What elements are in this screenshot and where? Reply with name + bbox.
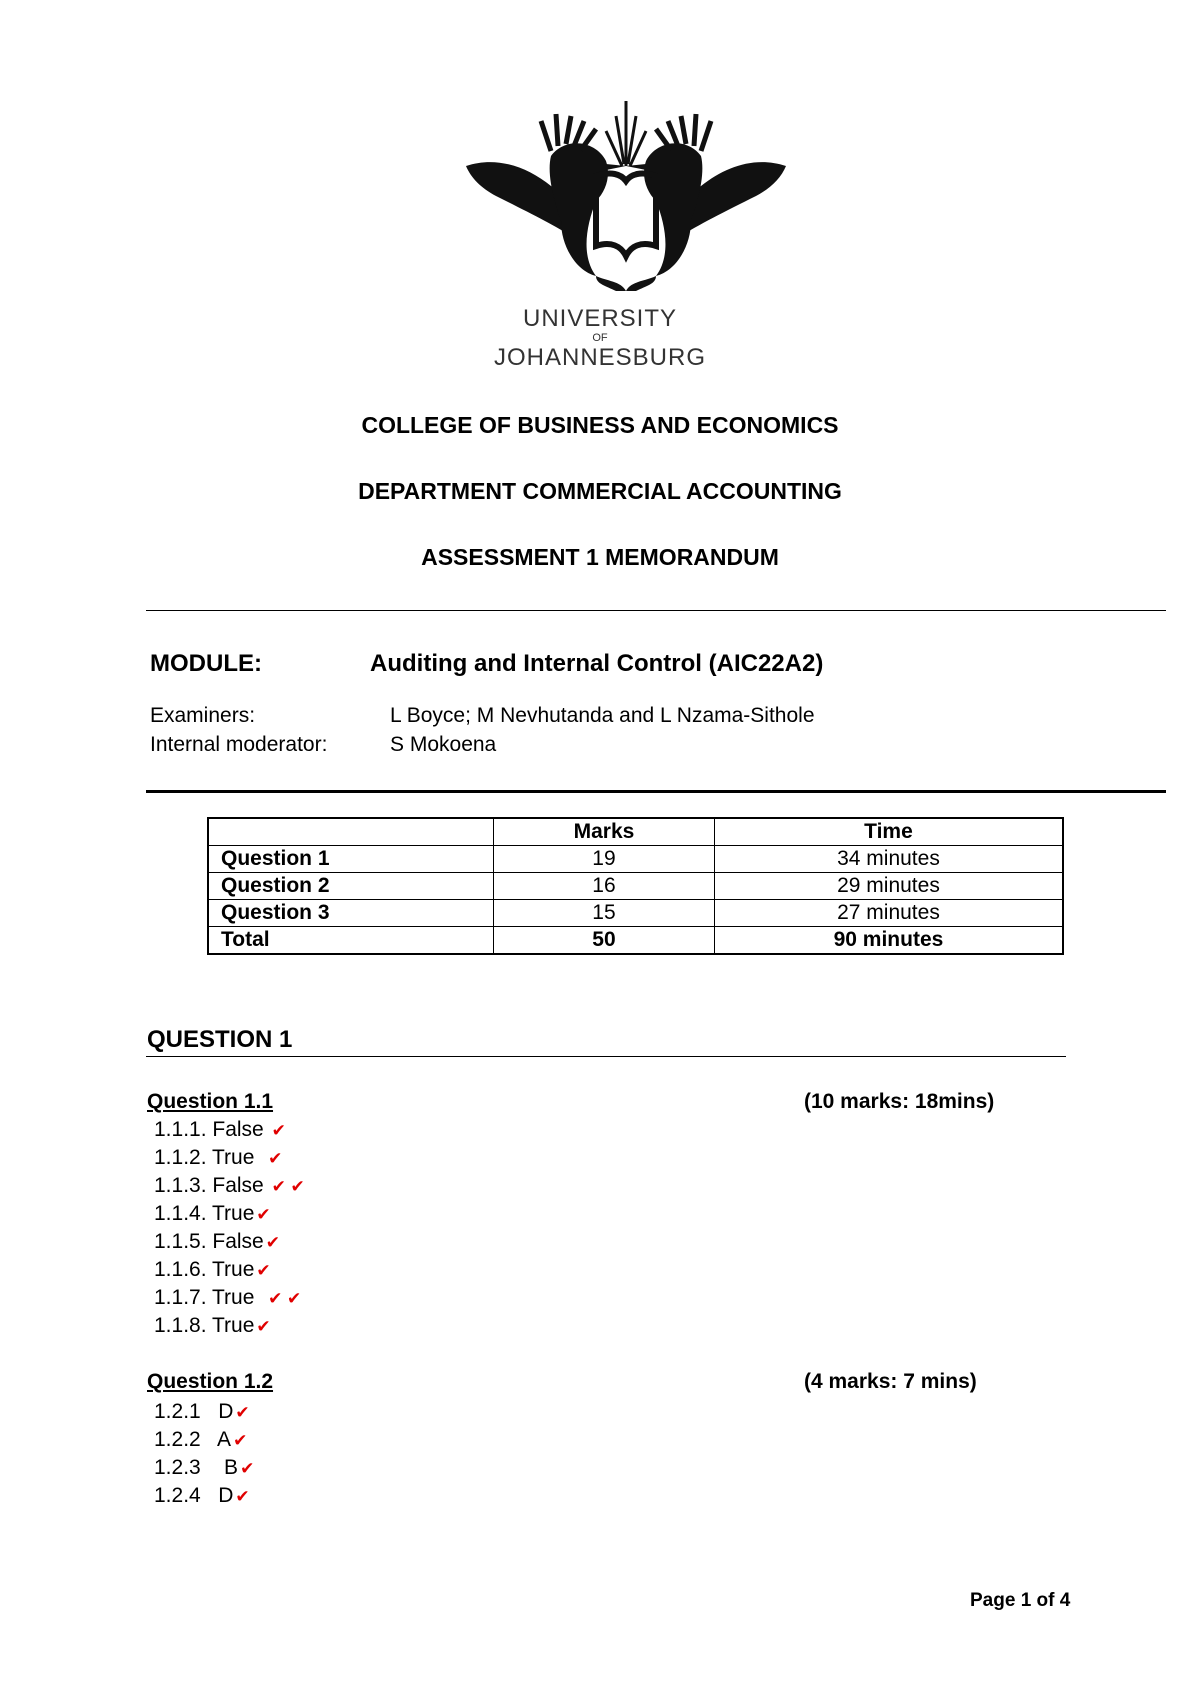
answer-item [154,1482,254,1510]
table-header-row [208,818,1063,846]
tick-icon: ✔ [256,1317,271,1336]
question-1-1-title: Question 1.1 [147,1090,274,1113]
answer-item [154,1228,305,1256]
answer-text: 1.1.2. True [154,1146,267,1169]
answer-text: 1.1.6. True [154,1258,255,1281]
table-cell-marks: 19 [494,846,715,873]
answer-text: 1.1.4. True [154,1202,255,1225]
module-value: Auditing and Internal Control (AIC22A2) [370,650,824,677]
divider-thin [146,610,1166,611]
answer-item [154,1426,254,1454]
table-cell-time: 34 minutes [714,846,1063,873]
table-cell-marks: 15 [494,900,715,927]
answer-item [154,1312,305,1340]
answer-item [154,1284,305,1312]
table-header-cell: Marks [494,818,715,846]
table-header-cell [208,818,494,846]
examiners-label: Examiners: [150,704,256,727]
table-cell-question: Question 1 [208,846,494,873]
answer-item [154,1200,305,1228]
answer-text: 1.1.3. False [154,1174,270,1197]
divider-thick [146,790,1166,793]
table-header-cell: Time [714,818,1063,846]
moderator-value: S Mokoena [390,733,497,756]
answer-text: 1.1.7. True [154,1286,267,1309]
answer-text: 1.1.5. False [154,1230,264,1253]
table-cell-question: Question 2 [208,873,494,900]
module-label: MODULE: [150,650,262,677]
tick-icon: ✔ [235,1487,250,1506]
page-number: Page 1 of 4 [970,1590,1071,1611]
answer-text: 1.2.1 D [154,1400,234,1423]
tick-icon: ✔ [240,1459,255,1478]
question-1-2-marks: (4 marks: 7 mins) [804,1370,977,1393]
tick-icon: ✔ [268,1149,283,1168]
answer-text: 1.1.8. True [154,1314,255,1337]
table-cell-time: 29 minutes [714,873,1063,900]
tick-icon: ✔ ✔ [268,1289,302,1308]
college-heading: COLLEGE OF BUSINESS AND ECONOMICS [361,412,839,438]
answer-item [154,1398,254,1426]
question-1-1-answers [154,1116,305,1340]
table-cell-marks: 16 [494,873,715,900]
answer-text: 1.1.1. False [154,1118,270,1141]
answer-text: 1.2.4 D [154,1484,234,1507]
marks-table [207,817,1064,955]
question-1-underline [146,1056,1066,1057]
logo-johannesburg-text: JOHANNESBURG [493,344,707,371]
assessment-heading: ASSESSMENT 1 MEMORANDUM [421,544,779,570]
question-1-title: QUESTION 1 [147,1026,293,1053]
logo-of-text: OF [592,332,608,344]
answer-text: 1.2.2 A [154,1428,232,1451]
table-row [208,873,1063,900]
department-heading: DEPARTMENT COMMERCIAL ACCOUNTING [358,478,842,504]
answer-item [154,1172,305,1200]
question-1-2-title: Question 1.2 [147,1370,274,1393]
answer-item [154,1116,305,1144]
tick-icon: ✔ [256,1205,271,1224]
logo-university-text: UNIVERSITY [522,305,678,332]
question-1-2-answers [154,1398,254,1510]
table-row [208,846,1063,873]
question-1-1-marks: (10 marks: 18mins) [804,1090,995,1113]
table-cell-question: Question 3 [208,900,494,927]
tick-icon: ✔ [256,1261,271,1280]
examiners-value: L Boyce; M Nevhutanda and L Nzama-Sithole [390,704,815,727]
answer-text: 1.2.3 B [154,1456,239,1479]
answer-item [154,1454,254,1482]
moderator-label: Internal moderator: [150,733,328,756]
table-cell-marks: 50 [494,927,715,955]
tick-icon: ✔ [233,1431,248,1450]
table-cell-time: 90 minutes [714,927,1063,955]
table-row [208,900,1063,927]
table-cell-time: 27 minutes [714,900,1063,927]
table-total-row [208,927,1063,955]
tick-icon: ✔ ✔ [271,1177,305,1196]
tick-icon: ✔ [265,1233,280,1252]
table-cell-question: Total [208,927,494,955]
answer-item [154,1144,305,1172]
crest-icon [456,96,796,296]
tick-icon: ✔ [271,1121,286,1140]
tick-icon: ✔ [235,1403,250,1422]
answer-item [154,1256,305,1284]
